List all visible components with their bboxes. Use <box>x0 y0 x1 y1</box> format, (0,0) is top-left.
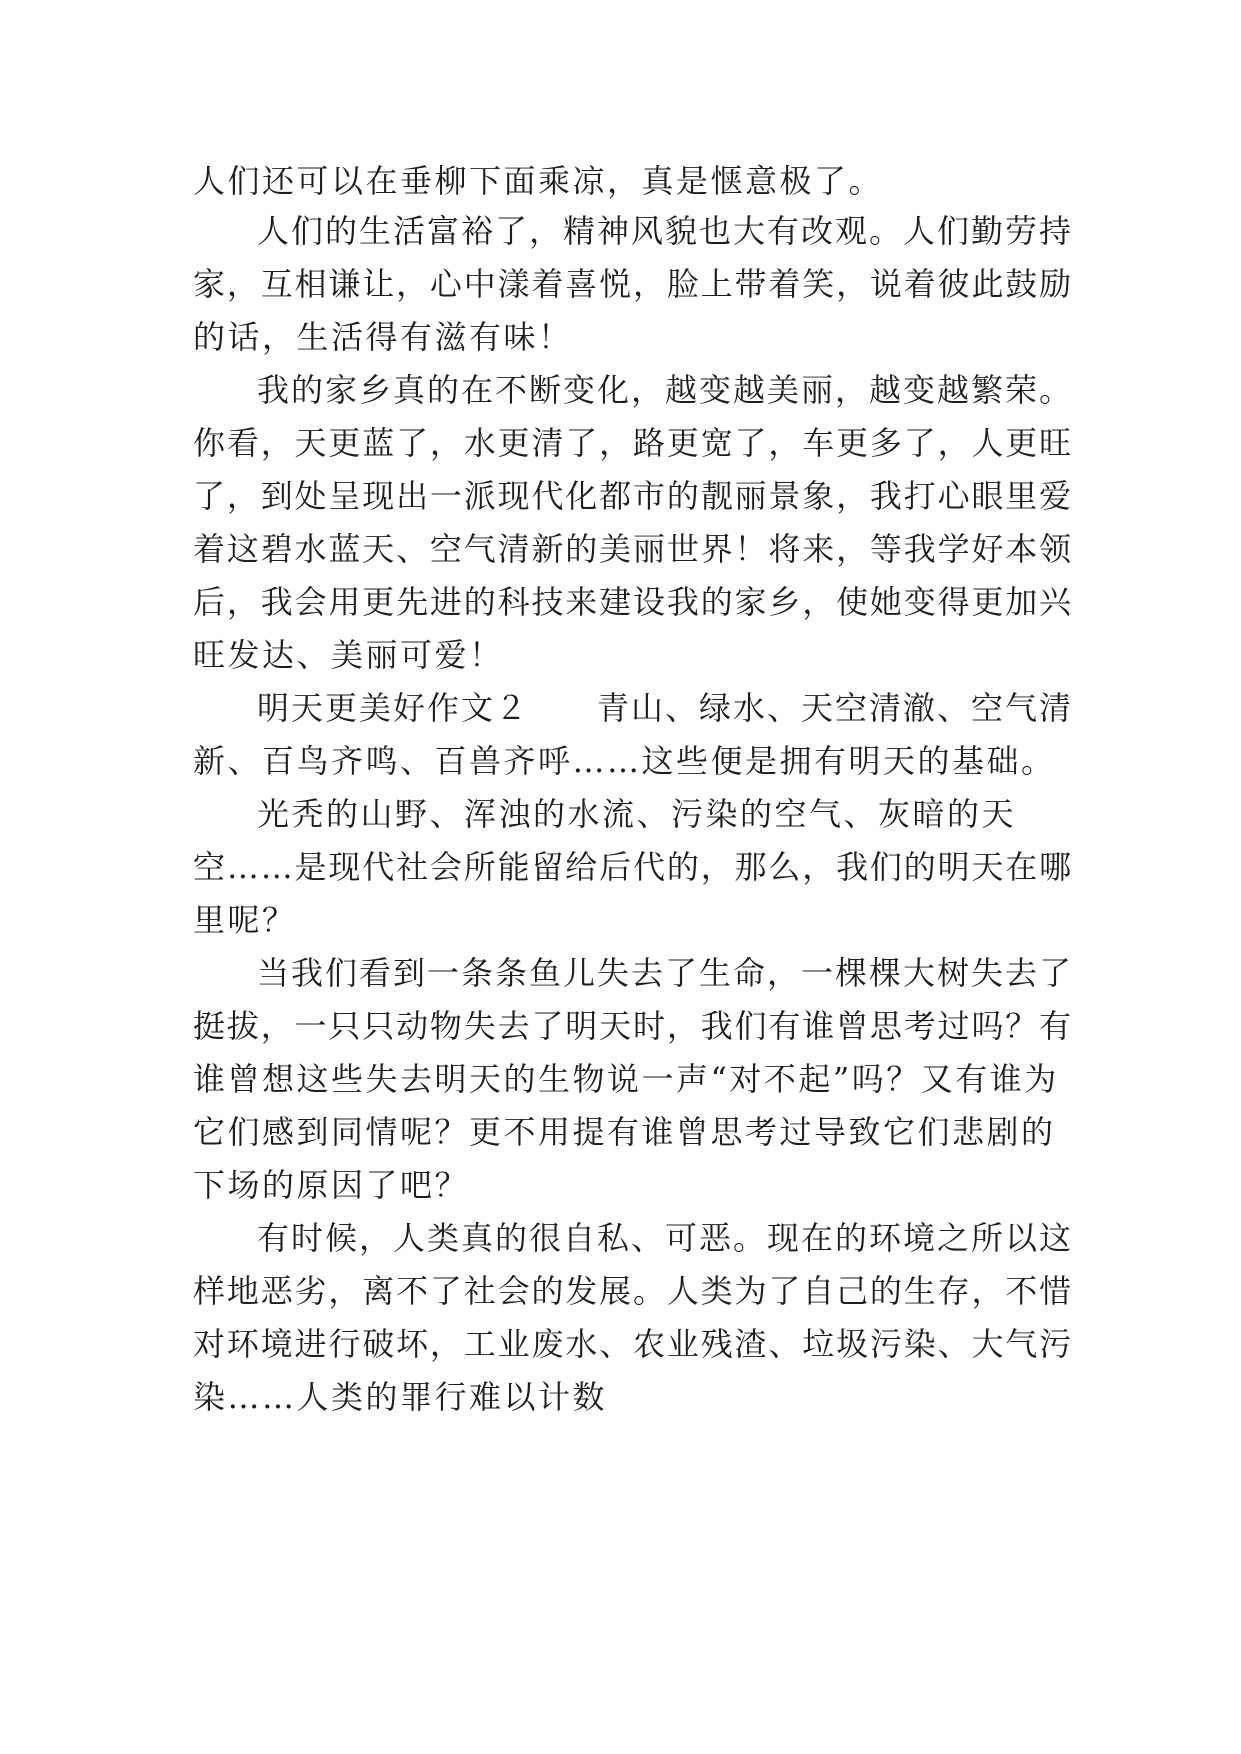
paragraph-first-line: 当我们看到一条条鱼儿失去了生命，一棵棵大树失去了 <box>257 954 1074 992</box>
text-line: 后，我会用更先进的科技来建设我的家乡，使她变得更加兴 <box>193 583 1074 621</box>
text-line: 家，互相谦让，心中漾着喜悦，脸上带着笑，说着彼此鼓励 <box>193 265 1074 303</box>
paragraph-first-line: 我的家乡真的在不断变化，越变越美丽，越变越繁荣。 <box>257 371 1074 409</box>
paragraph-first-line: 人们的生活富裕了，精神风貌也大有改观。人们勤劳持 <box>257 212 1074 250</box>
text-line: 空……是现代社会所能留给后代的，那么，我们的明天在哪 <box>193 848 1074 886</box>
text-line: 染……人类的罪行难以计数 <box>193 1378 608 1416</box>
text-line: 新、百鸟齐鸣、百兽齐呼……这些便是拥有明天的基础。 <box>193 742 1056 780</box>
text-line: 谁曾想这些失去明天的生物说一声“对不起”吗？又有谁为 <box>193 1060 1059 1098</box>
text-line: 挺拔，一只只动物失去了明天时，我们有谁曾思考过吗？有 <box>193 1007 1074 1045</box>
text-line: 它们感到同情呢？更不用提有谁曾思考过导致它们悲剧的 <box>193 1113 1056 1151</box>
text-line: 样地恶劣，离不了社会的发展。人类为了自己的生存，不惜 <box>193 1272 1074 1310</box>
paragraph-first-line: 光秃的山野、浑浊的水流、污染的空气、灰暗的天 <box>257 795 1017 833</box>
text-line: 着这碧水蓝天、空气清新的美丽世界！将来，等我学好本领 <box>193 530 1074 568</box>
text-line: 的话，生活得有滋有味！ <box>193 318 573 356</box>
text-line: 旺发达、美丽可爱！ <box>193 636 504 674</box>
text-line: 下场的原因了吧？ <box>193 1166 470 1204</box>
text-line: 对环境进行破坏，工业废水、农业残渣、垃圾污染、大气污 <box>193 1325 1074 1363</box>
paragraph-first-line: 明天更美好作文２ 青山、绿水、天空清澈、空气清 <box>257 689 1074 727</box>
text-line: 人们还可以在垂柳下面乘凉，真是惬意极了。 <box>193 162 884 200</box>
text-line: 你看，天更蓝了，水更清了，路更宽了，车更多了，人更旺 <box>193 424 1074 462</box>
paragraph-first-line: 有时候，人类真的很自私、可恶。现在的环境之所以这 <box>257 1219 1074 1257</box>
text-line: 里呢？ <box>193 901 297 939</box>
text-line: 了，到处呈现出一派现代化都市的靓丽景象，我打心眼里爱 <box>193 477 1074 515</box>
